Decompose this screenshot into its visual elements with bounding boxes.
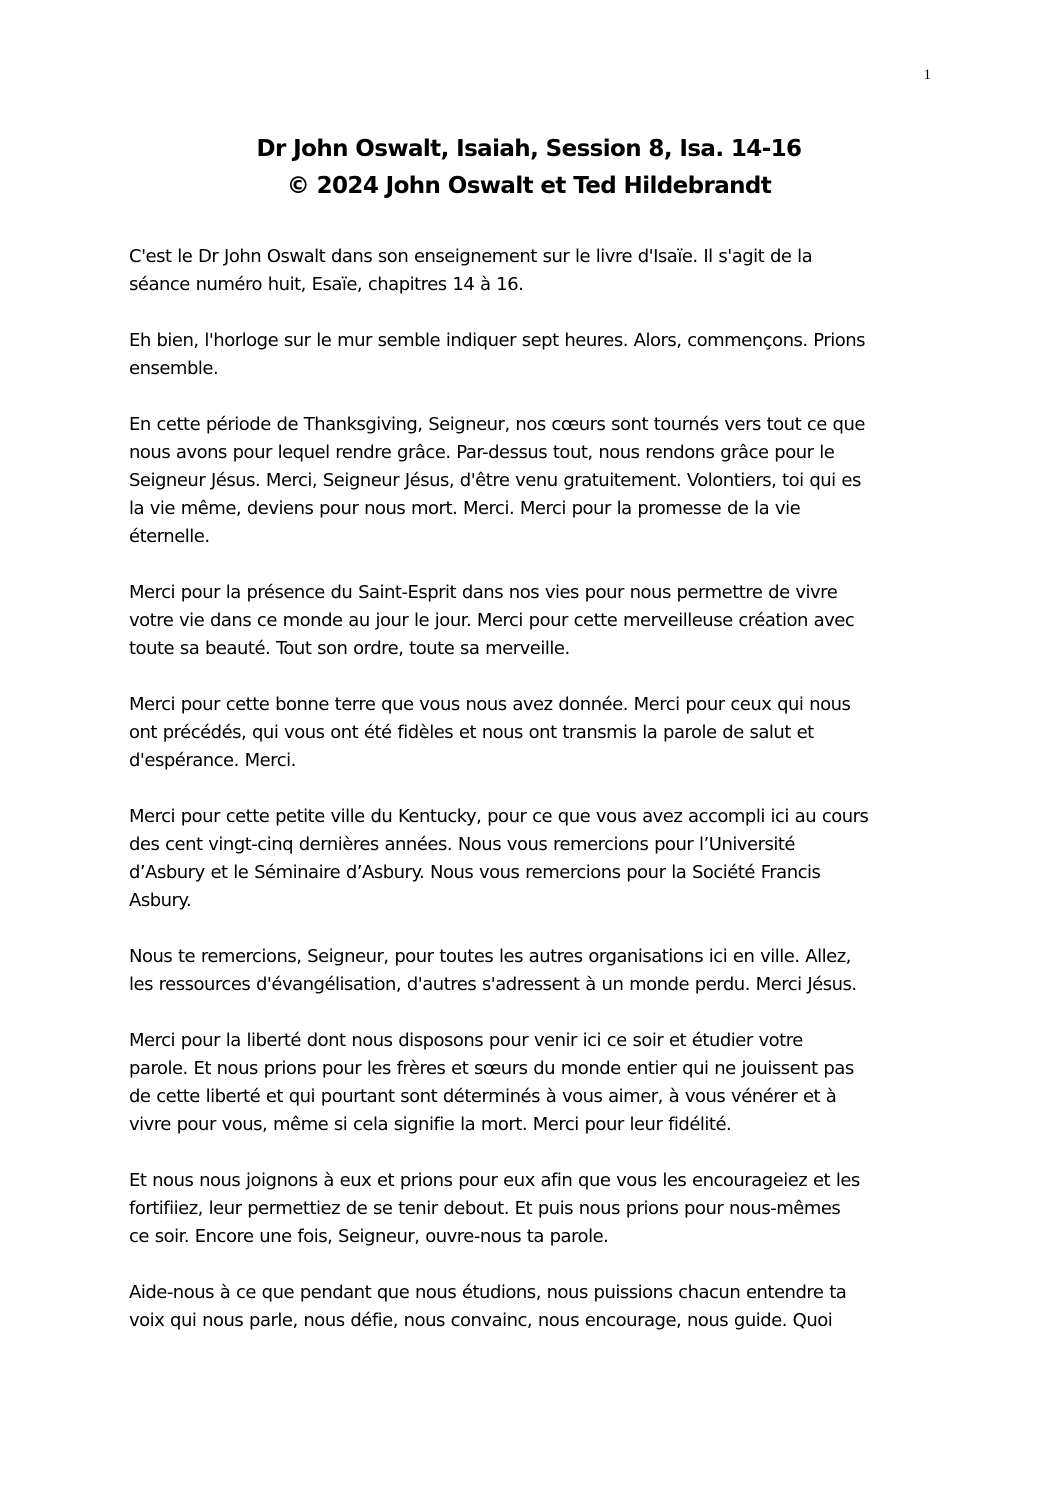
text-line: Seigneur Jésus. Merci, Seigneur Jésus, d'être venu gratuitement. Volontiers, toi qui es xyxy=(129,470,861,491)
text-line: Merci pour la liberté dont nous disposons pour venir ici ce soir et étudier votre xyxy=(129,1030,803,1051)
copyright-line: © 2024 John Oswalt et Ted Hildebrandt xyxy=(286,173,772,199)
text-line: séance numéro huit, Esaïe, chapitres 14 à 16. xyxy=(129,274,524,295)
paragraph xyxy=(129,243,929,299)
text-line: nous avons pour lequel rendre grâce. Par-dessus tout, nous rendons grâce pour le xyxy=(129,442,835,463)
text-line: de cette liberté et qui pourtant sont déterminés à vous aimer, à vous vénérer et à xyxy=(129,1086,837,1107)
text-line: votre vie dans ce monde au jour le jour. Merci pour cette merveilleuse création avec xyxy=(129,610,855,631)
paragraph xyxy=(129,691,929,775)
paragraph xyxy=(129,803,929,915)
text-line: Aide-nous à ce que pendant que nous étudions, nous puissions chacun entendre ta xyxy=(129,1282,847,1303)
title-line: Dr John Oswalt, Isaiah, Session 8, Isa. 14-16 xyxy=(256,136,802,162)
paragraph xyxy=(129,1167,929,1251)
paragraph xyxy=(129,1027,929,1139)
paragraph xyxy=(129,943,929,999)
text-line: Asbury. xyxy=(129,890,192,911)
text-line: éternelle. xyxy=(129,526,210,547)
text-line: la vie même, deviens pour nous mort. Merci. Merci pour la promesse de la vie xyxy=(129,498,801,519)
text-line: les ressources d'évangélisation, d'autres s'adressent à un monde perdu. Merci Jésus. xyxy=(129,974,857,995)
paragraph xyxy=(129,579,929,663)
text-line: Eh bien, l'horloge sur le mur semble indiquer sept heures. Alors, commençons. Prions xyxy=(129,330,866,351)
paragraph xyxy=(129,327,929,383)
text-line: des cent vingt-cinq dernières années. Nous vous remercions pour l’Université xyxy=(129,834,795,855)
text-line: voix qui nous parle, nous défie, nous convainc, nous encourage, nous guide. Quoi xyxy=(129,1310,833,1331)
text-line: ont précédés, qui vous ont été fidèles et nous ont transmis la parole de salut et xyxy=(129,722,814,743)
text-line: ensemble. xyxy=(129,358,219,379)
text-line: En cette période de Thanksgiving, Seigneur, nos cœurs sont tournés vers tout ce que xyxy=(129,414,865,435)
paragraph xyxy=(129,1279,929,1335)
text-line: Merci pour cette petite ville du Kentucky, pour ce que vous avez accompli ici au cours xyxy=(129,806,869,827)
text-line: Merci pour la présence du Saint-Esprit dans nos vies pour nous permettre de vivre xyxy=(129,582,838,603)
document-body xyxy=(129,243,929,1363)
page-number: 1 xyxy=(923,67,931,83)
text-line: vivre pour vous, même si cela signifie la mort. Merci pour leur fidélité. xyxy=(129,1114,732,1135)
document-title xyxy=(128,131,930,205)
text-line: ce soir. Encore une fois, Seigneur, ouvre-nous ta parole. xyxy=(129,1226,609,1247)
text-line: parole. Et nous prions pour les frères et sœurs du monde entier qui ne jouissent pas xyxy=(129,1058,854,1079)
text-line: C'est le Dr John Oswalt dans son enseignement sur le livre d'Isaïe. Il s'agit de la xyxy=(129,246,813,267)
text-line: fortifiiez, leur permettiez de se tenir debout. Et puis nous prions pour nous-mêmes xyxy=(129,1198,841,1219)
text-line: d’Asbury et le Séminaire d’Asbury. Nous vous remercions pour la Société Francis xyxy=(129,862,821,883)
paragraph xyxy=(129,411,929,551)
text-line: Merci pour cette bonne terre que vous nous avez donnée. Merci pour ceux qui nous xyxy=(129,694,851,715)
text-line: d'espérance. Merci. xyxy=(129,750,296,771)
text-line: Et nous nous joignons à eux et prions pour eux afin que vous les encourageiez et les xyxy=(129,1170,860,1191)
text-line: Nous te remercions, Seigneur, pour toutes les autres organisations ici en ville. Allez, xyxy=(129,946,851,967)
text-line: toute sa beauté. Tout son ordre, toute sa merveille. xyxy=(129,638,570,659)
